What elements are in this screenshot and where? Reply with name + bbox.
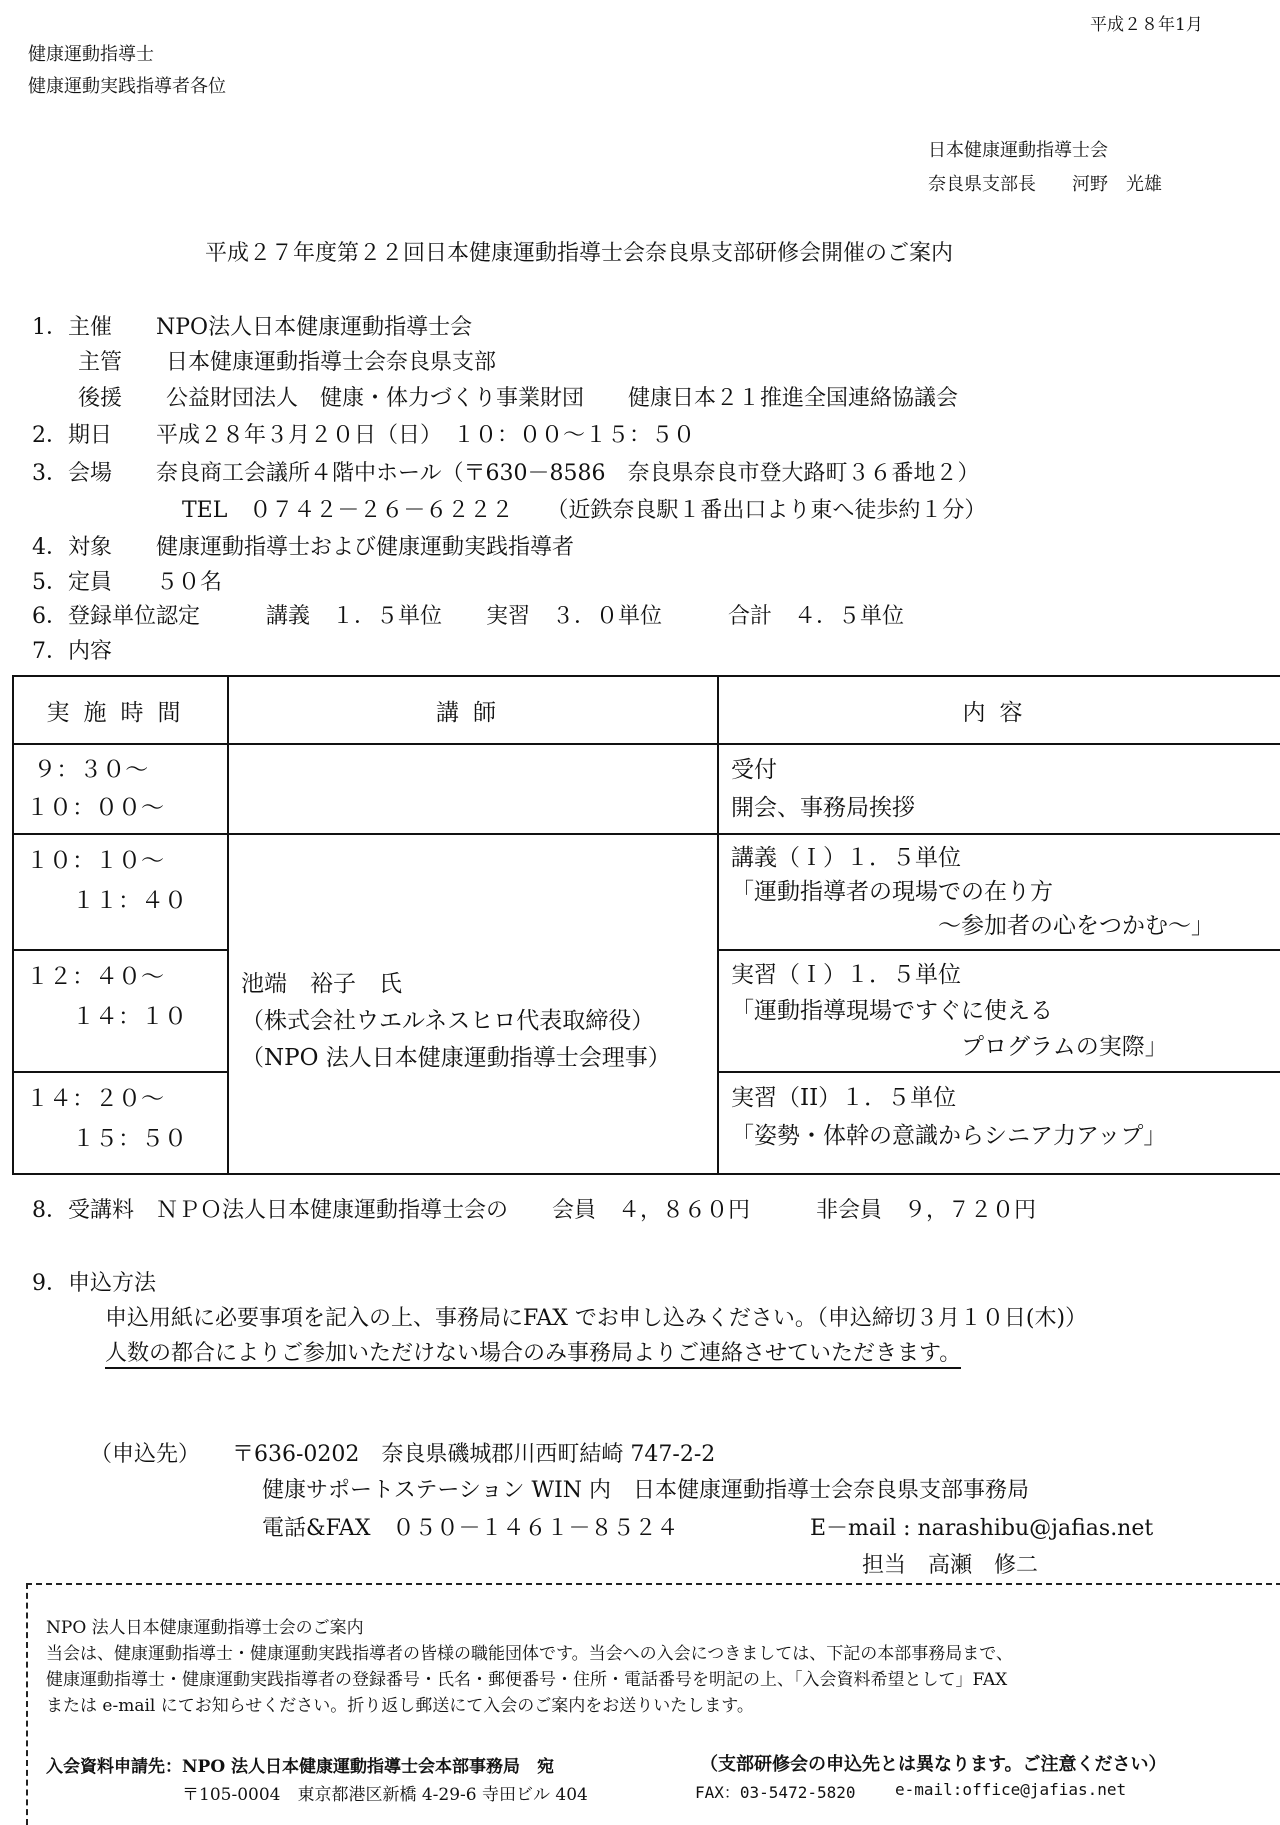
application-line-1: 申込用紙に必要事項を記入の上、事務局にFAX でお申し込みください。（申込締切３月１０日(木)） xyxy=(105,1306,1088,1331)
notice-request-to: 入会資料申請先：NPO 法人日本健康運動指導士会本部事務局 宛 xyxy=(46,1757,555,1777)
document-date: 平成２８年1月 xyxy=(1090,15,1203,35)
recipient-line-2: 健康運動実践指導者各位 xyxy=(28,76,226,97)
contact-person: 担当 高瀬 修二 xyxy=(862,1553,1039,1578)
item-contents-heading: 7．内容 xyxy=(32,639,112,664)
table-row xyxy=(13,834,1280,950)
row-time: １４：２０～ １５：５０ xyxy=(13,1072,228,1174)
application-heading: 9．申込方法 xyxy=(32,1271,156,1296)
notice-title: NPO 法人日本健康運動指導士会のご案内 xyxy=(46,1618,364,1638)
item-target: 4．対象 健康運動指導士および健康運動実践指導者 xyxy=(32,535,574,560)
contact-address: 〒636-0202 奈良県磯城郡川西町結崎 747-2-2 xyxy=(232,1442,716,1467)
table-row xyxy=(13,744,1280,834)
row-time: １２：４０～ １４：１０ xyxy=(13,950,228,1072)
contact-office: 健康サポートステーション WIN 内 日本健康運動指導士会奈良県支部事務局 xyxy=(262,1478,1030,1503)
header-content: 内容 xyxy=(718,676,1280,744)
row-content: 実習（Ｉ）１．５単位 「運動指導現場ですぐに使える プログラムの実際」 xyxy=(718,950,1280,1072)
notice-body-3: または e-mail にてお知らせください。折り返し郵送にて入会のご案内をお送りいたします。 xyxy=(46,1696,754,1716)
notice-fax: FAX：03-5472-5820 xyxy=(695,1783,856,1802)
row-time: ９：３０～ １０：００～ xyxy=(13,744,228,834)
notice-body-1: 当会は、健康運動指導士・健康運動実践指導者の皆様の職能団体です。当会への入会につきましては、下記の本部事務局まで、 xyxy=(46,1644,1013,1664)
row-content: 受付 開会、事務局挨拶 xyxy=(718,744,1280,834)
contact-label: （申込先） xyxy=(90,1442,201,1467)
item-date: 2．期日 平成２８年３月２０日（日） １０：００～１５：５０ xyxy=(32,423,695,448)
item-fee: 8．受講料 ＮＰＯ法人日本健康運動指導士会の 会員 ４，８６０円 非会員 ９，７２０円 xyxy=(32,1198,1037,1223)
header-instructor: 講師 xyxy=(228,676,718,744)
recipient-line-1: 健康運動指導士 xyxy=(28,44,154,65)
sender-org: 日本健康運動指導士会 xyxy=(928,140,1108,161)
item-venue: 3．会場 奈良商工会議所４階中ホール（〒630－8586 奈良県奈良市登大路町３６番地２） xyxy=(32,461,980,486)
contact-email: E－mail : narashibu@jafias.net xyxy=(810,1516,1154,1541)
row-content: 講義（Ｉ）１．５単位 「運動指導者の現場での在り方 ～参加者の心をつかむ～」 xyxy=(718,834,1280,950)
row-instructor-empty xyxy=(228,744,718,834)
item-credits: 6．登録単位認定 講義 １．５単位 実習 ３．０単位 合計 ４．５単位 xyxy=(32,604,905,629)
item-capacity: 5．定員 ５０名 xyxy=(32,570,222,595)
schedule-table xyxy=(12,675,1280,1175)
notice-address: 〒105-0004 東京都港区新橋 4-29-6 寺田ビル 404 xyxy=(182,1785,588,1805)
application-line-2: 人数の都合によりご参加いただけない場合のみ事務局よりご連絡させていただきます。 xyxy=(105,1336,961,1369)
schedule-header-row xyxy=(13,676,1280,744)
item-venue-tel: TEL ０７４２－２６－６２２２ （近鉄奈良駅１番出口より東へ徒歩約１分） xyxy=(182,498,987,523)
item-organizer: 主管 日本健康運動指導士会奈良県支部 xyxy=(78,350,497,375)
page-title: 平成２７年度第２２回日本健康運動指導士会奈良県支部研修会開催のご案内 xyxy=(205,241,954,266)
row-content: 実習（II）１．５単位 「姿勢・体幹の意識からシニア力アップ」 xyxy=(718,1072,1280,1174)
instructor-cell: 池端 裕子 氏 （株式会社ウエルネスヒロ代表取締役） （NPO 法人日本健康運動指導士会理事） xyxy=(228,834,718,1174)
sender-title: 奈良県支部長 河野 光雄 xyxy=(928,174,1162,195)
contact-phone: 電話&FAX ０５０－１４６１－８５２４ xyxy=(262,1516,679,1541)
notice-email: e-mail:office@jafias.net xyxy=(895,1780,1127,1799)
header-time: 実施時間 xyxy=(13,676,228,744)
notice-body-2: 健康運動指導士・健康運動実践指導者の登録番号・氏名・郵便番号・住所・電話番号を明記の上、「入会資料希望として」FAX xyxy=(46,1670,1008,1690)
notice-caution: （支部研修会の申込先とは異なります。ご注意ください） xyxy=(700,1754,1167,1775)
item-support: 後援 公益財団法人 健康・体力づくり事業財団 健康日本２１推進全国連絡協議会 xyxy=(78,386,959,411)
item-host: 1．主催 NPO法人日本健康運動指導士会 xyxy=(32,315,473,340)
row-time: １０：１０～ １１：４０ xyxy=(13,834,228,950)
